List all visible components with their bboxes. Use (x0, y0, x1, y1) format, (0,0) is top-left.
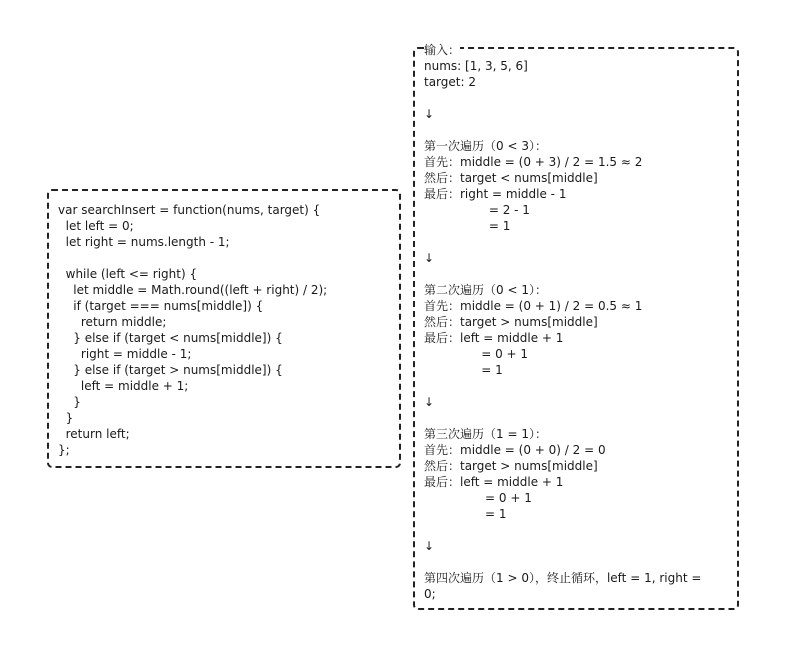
input-heading: 输入： (424, 43, 461, 57)
trace-line: 首先：middle = (0 + 0) / 2 = 0 (424, 443, 606, 457)
code-line: } (58, 395, 81, 409)
trace-panel (413, 43, 739, 610)
trace-line: 0; (424, 587, 436, 601)
trace-line: 然后：target > nums[middle] (424, 315, 598, 329)
trace-line: 然后：target < nums[middle] (424, 171, 598, 185)
iteration-heading: 第二次遍历（0 < 1）： (424, 283, 547, 297)
code-line: return left; (58, 427, 130, 441)
trace-line: = 1 (424, 507, 507, 521)
trace-line: 最后：left = middle + 1 (424, 475, 564, 489)
trace-line: = 1 (424, 363, 503, 377)
iteration-heading: 第一次遍历（0 < 3）： (424, 139, 547, 153)
code-line: } else if (target > nums[middle]) { (58, 363, 283, 377)
trace-line: 然后：target > nums[middle] (424, 459, 598, 473)
code-line: }; (58, 443, 70, 457)
trace-line: 首先：middle = (0 + 1) / 2 = 0.5 ≈ 1 (424, 299, 643, 313)
trace-line: target: 2 (424, 75, 476, 89)
trace-line: = 1 (424, 219, 511, 233)
code-line: right = middle - 1; (58, 347, 192, 361)
down-arrow: ↓ (424, 251, 435, 265)
code-line: if (target === nums[middle]) { (58, 299, 264, 313)
code-line: left = middle + 1; (58, 379, 189, 393)
trace-line: 首先：middle = (0 + 3) / 2 = 1.5 ≈ 2 (424, 155, 643, 169)
code-line: } (58, 411, 74, 425)
code-line: let right = nums.length - 1; (58, 235, 230, 249)
code-line: } else if (target < nums[middle]) { (58, 331, 283, 345)
code-line: let middle = Math.round((left + right) / 2); (58, 283, 328, 297)
down-arrow: ↓ (424, 395, 435, 409)
trace-line: 最后：right = middle - 1 (424, 187, 567, 201)
down-arrow: ↓ (424, 107, 435, 121)
code-line: let left = 0; (58, 219, 134, 233)
trace-line: = 2 - 1 (424, 203, 530, 217)
trace-line: nums: [1, 3, 5, 6] (424, 59, 528, 73)
iteration-heading: 第四次遍历（1 > 0），终止循环，left = 1, right = (424, 571, 702, 585)
trace-line: 最后：left = middle + 1 (424, 331, 564, 345)
code-panel (47, 189, 401, 468)
code-line: return middle; (58, 315, 167, 329)
code-line: while (left <= right) { (58, 267, 198, 281)
code-line: var searchInsert = function(nums, target) { (58, 203, 321, 217)
down-arrow: ↓ (424, 539, 435, 553)
iteration-heading: 第三次遍历（1 = 1）： (424, 427, 547, 441)
trace-line: = 0 + 1 (424, 491, 532, 505)
trace-line: = 0 + 1 (424, 347, 529, 361)
